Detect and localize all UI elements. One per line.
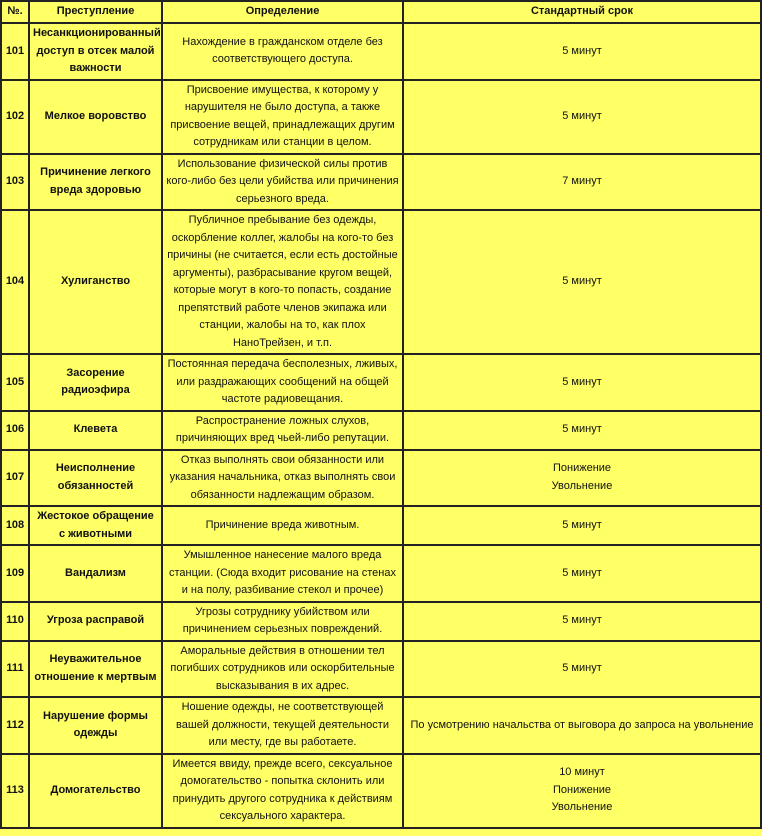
crime-number: 106 [2, 412, 28, 449]
standard-term [404, 755, 760, 827]
crime-name: Клевета [30, 412, 161, 449]
term-line: Увольнение [551, 479, 613, 492]
term-line: 5 минут [562, 375, 602, 388]
term-line: 5 минут [562, 109, 602, 122]
crime-name: Хулиганство [30, 211, 161, 353]
term-line: Понижение [552, 462, 612, 475]
crime-name: Неисполнение обязанностей [30, 451, 161, 506]
term-line: 5 минут [562, 614, 602, 627]
crime-number: 112 [2, 698, 28, 753]
crime-definition: Распространение ложных слухов, причиняющих вред чьей-либо репутации. [163, 412, 402, 449]
term-line: 5 минут [562, 423, 602, 436]
term-line: 10 минут [559, 766, 605, 779]
standard-term [404, 412, 760, 449]
term-line: 5 минут [562, 662, 602, 674]
table-row [2, 24, 760, 79]
header-definition: Определение [163, 2, 402, 22]
crime-number: 108 [2, 507, 28, 544]
header-number: №. [2, 2, 28, 22]
crime-number: 102 [2, 81, 28, 153]
standard-term [404, 211, 760, 353]
header-crime: Преступление [30, 2, 161, 22]
standard-term [404, 642, 760, 697]
standard-term [404, 451, 760, 506]
standard-term [404, 603, 760, 640]
table-body [2, 24, 760, 827]
crime-definition: Присвоение имущества, к которому у нарушителя не было доступа, а также присвоение вещей, принадлежащих другим сотрудникам или станции в целом. [163, 81, 402, 153]
crime-number: 103 [2, 155, 28, 210]
crime-name: Неуважительное отношение к мертвым [30, 642, 161, 697]
crime-number: 101 [2, 24, 28, 79]
crime-name: Домогательство [30, 755, 161, 827]
term-line: 5 минут [562, 518, 602, 531]
crime-definition: Использование физической силы против кого-либо без цели убийства или причинения серьезного вреда. [163, 155, 402, 210]
crime-definition: Умышленное нанесение малого вреда станции. (Сюда входит рисование на стенах и на полу, разбивание стекол и прочее) [163, 546, 402, 601]
crime-number: 107 [2, 451, 28, 506]
crime-definition: Отказ выполнять свои обязанности или указания начальника, отказ выполнять свои обязанности надлежащим образом. [163, 451, 402, 506]
table-row [2, 355, 760, 410]
crime-name: Угроза расправой [30, 603, 161, 640]
crime-number: 111 [2, 642, 28, 697]
standard-term [404, 81, 760, 153]
table-row [2, 546, 760, 601]
crime-number: 109 [2, 546, 28, 601]
crime-number: 105 [2, 355, 28, 410]
table-row [2, 603, 760, 640]
table-row [2, 642, 760, 697]
header-term: Стандартный срок [404, 2, 760, 22]
term-line: 5 минут [562, 275, 602, 288]
term-line: Увольнение [551, 801, 613, 814]
standard-term [404, 155, 760, 210]
crime-name: Засорение радиоэфира [30, 355, 161, 410]
term-line: Понижение [552, 783, 612, 796]
crime-name: Жестокое обращение с животными [30, 507, 161, 544]
table-row [2, 81, 760, 153]
term-line: 5 минут [562, 566, 602, 579]
table-row [2, 155, 760, 210]
crime-number: 104 [2, 211, 28, 353]
crime-name: Несанкционированный доступ в отсек малой важности [30, 24, 161, 79]
table-row [2, 211, 760, 353]
crime-number: 110 [2, 603, 28, 640]
term-line: 7 минут [562, 175, 602, 187]
table-row [2, 698, 760, 753]
crime-name: Нарушение формы одежды [30, 698, 161, 753]
crime-definition: Ношение одежды, не соответствующей вашей должности, текущей деятельности или месту, где вы работаете. [163, 698, 402, 753]
term-line: 5 минут [562, 44, 602, 57]
crime-name: Вандализм [30, 546, 161, 601]
crime-definition: Имеется ввиду, прежде всего, сексуальное домогательство - попытка склонить или принудить другого сотрудника к действиям сексуального характера. [163, 755, 402, 827]
standard-term [404, 24, 760, 79]
table-header-row [2, 2, 760, 22]
crime-definition: Причинение вреда животным. [163, 507, 402, 544]
crime-number: 113 [2, 755, 28, 827]
standard-term [404, 355, 760, 410]
standard-term [404, 546, 760, 601]
crime-name: Причинение легкого вреда здоровью [30, 155, 161, 210]
crime-definition: Угрозы сотруднику убийством или причинением серьезных повреждений. [163, 603, 402, 640]
crime-name: Мелкое воровство [30, 81, 161, 153]
table-row [2, 507, 760, 544]
crime-definition: Постоянная передача бесполезных, лживых, или раздражающих сообщений на общей частоте радиовещания. [163, 355, 402, 410]
table-row [2, 755, 760, 827]
standard-term [404, 507, 760, 544]
crime-definition: Аморальные действия в отношении тел погибших сотрудников или оскорбительные высказывания в их адрес. [163, 642, 402, 697]
crime-definition: Публичное пребывание без одежды, оскорбление коллег, жалобы на кого-то без причины (не считается, если есть достойные аргументы), разбрасывание кругом вещей, которые могут в кого-то попасть, создание препятствий работе членов экипажа или станции, жалобы на то, как плох НаноТрейзен, и т.п. [163, 211, 402, 353]
crime-definition: Нахождение в гражданском отделе без соответствующего доступа. [163, 24, 402, 79]
term-line: По усмотрению начальства от выговора до запроса на увольнение [410, 718, 754, 731]
table-row [2, 451, 760, 506]
standard-term [404, 698, 760, 753]
table-row [2, 412, 760, 449]
